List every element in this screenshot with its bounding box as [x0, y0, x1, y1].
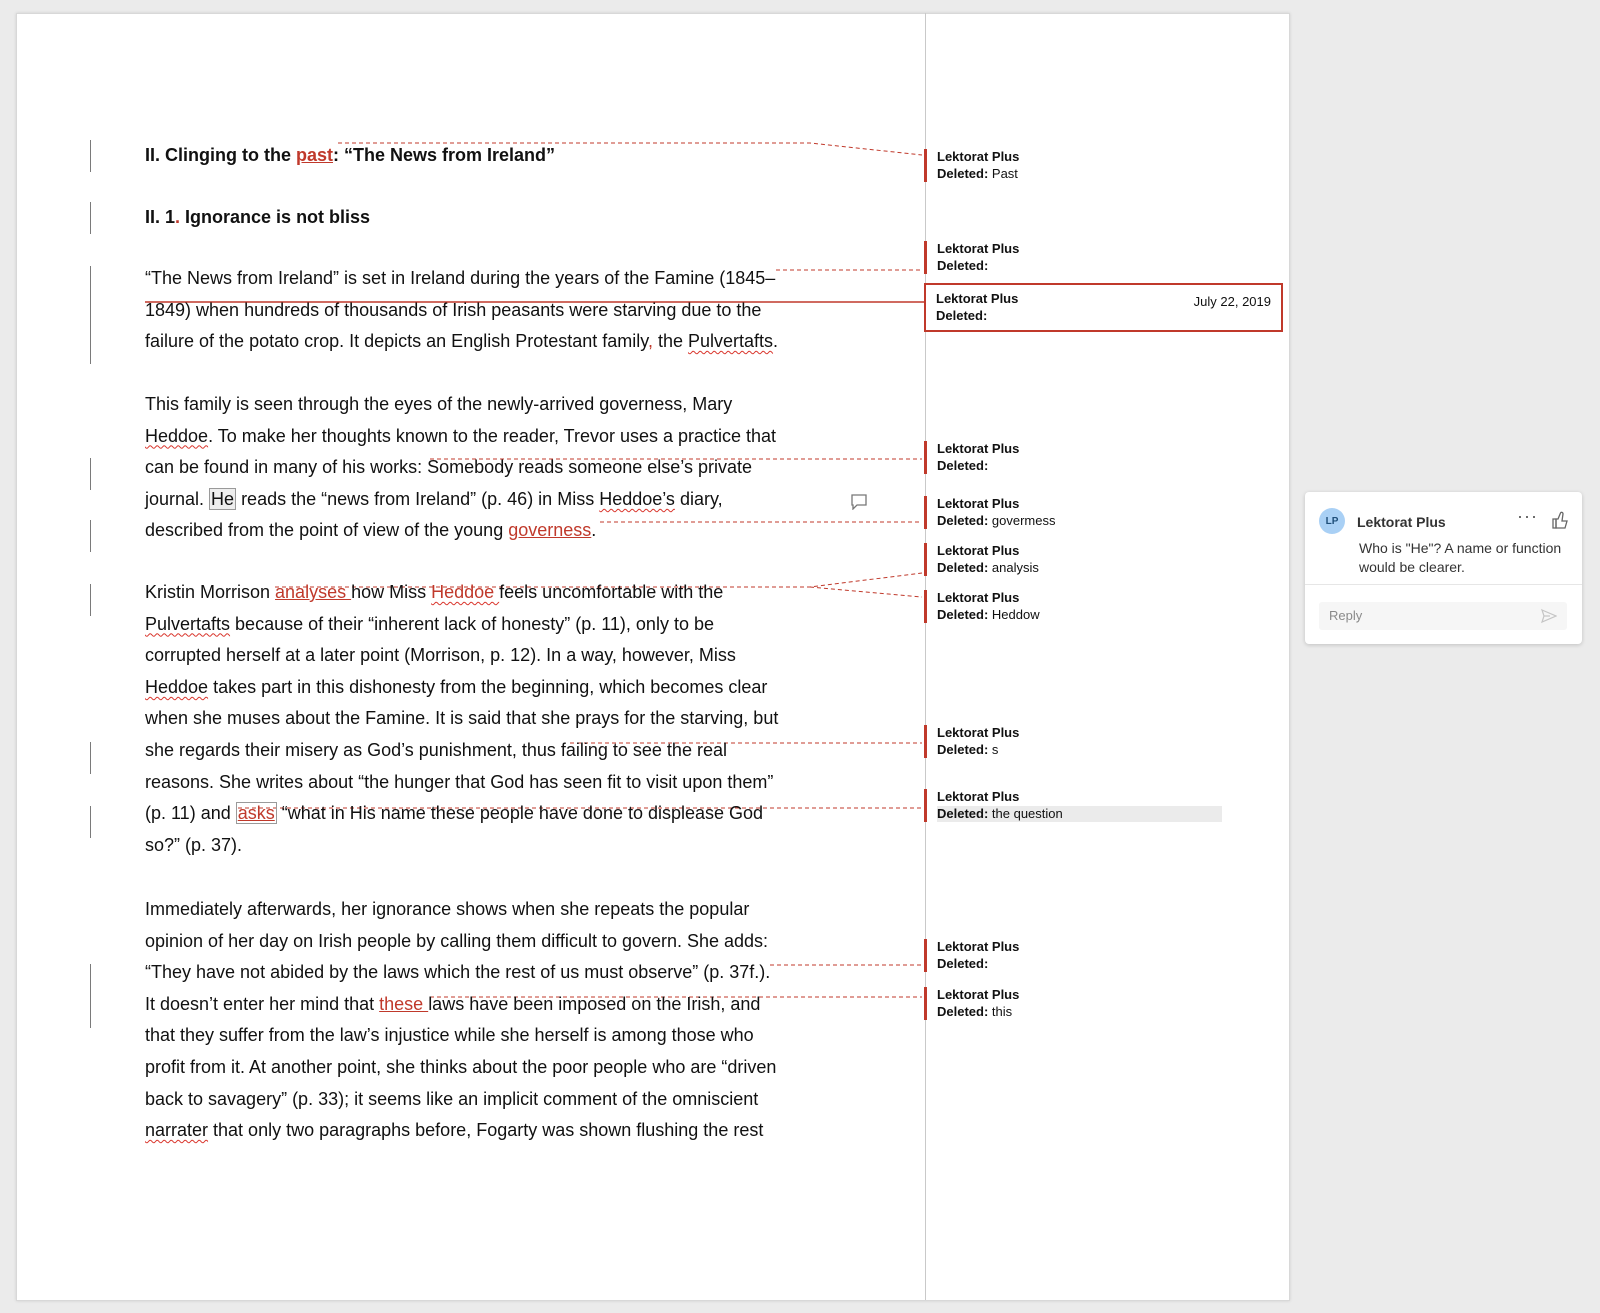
paragraph-2: This family is seen through the eyes of the newly-arrived governess, Mary Heddoe. To make her thoughts known to the reader, Trevor uses a practice that can be found in many of his works: Somebody reads someone else’s private journal. He reads the “news from Ireland” (p. 46) in Miss Heddoe’s diary, described from the point of view of the young governess. — [145, 394, 777, 541]
deletion-balloon[interactable]: Lektorat Plus Deleted: analysis — [924, 543, 1292, 576]
paragraph-1: “The News from Ireland” is set in Ireland during the years of the Famine (1845– 1849) when hundreds of thousands of Irish peasants were starving due to the failure of the potato crop. It depicts an English Protestant family, the Pulvertafts. — [145, 268, 779, 352]
spelling-flag[interactable]: Heddoe’s — [599, 488, 675, 509]
paragraph-3: Kristin Morrison analyses how Miss Heddoe feels uncomfortable with the Pulvertafts because of their “inherent lack of honesty” (p. 11), only to be corrupted herself at a later point (Morrison, p. 12). In a way, however, Miss Heddoe takes part in this dishonesty from the beginning, which becomes clear when she muses about the Famine. It is said that she prays for the starving, but she regards their misery as God’s punishment, thus failing to see the real reasons. She writes about “the hunger that God has seen fit to visit upon them” (p. 11) and asks “what in His name these people have done to displease God so?” (p. 37). — [145, 582, 779, 855]
change-bar — [90, 266, 91, 364]
avatar: LP — [1319, 508, 1345, 534]
send-icon[interactable] — [1541, 608, 1557, 624]
change-bar — [90, 202, 91, 234]
inserted-text[interactable]: analyses — [275, 582, 352, 602]
deletion-balloon[interactable]: Lektorat Plus Deleted: s — [924, 725, 1292, 758]
change-bar — [90, 458, 91, 490]
deletion-balloon[interactable]: Lektorat Plus Deleted: — [924, 241, 1292, 274]
comment-card[interactable] — [1305, 492, 1582, 644]
markup-area-divider — [925, 13, 926, 1300]
deletion-balloon[interactable]: Lektorat Plus Deleted: this — [924, 987, 1292, 1020]
change-bar — [90, 584, 91, 616]
change-bar — [90, 964, 91, 1028]
spelling-flag[interactable]: Pulvertafts — [145, 613, 231, 634]
change-bar — [90, 806, 91, 838]
comment-text: Who is "He"? A name or function would be clearer. — [1359, 540, 1562, 575]
deletion-balloon[interactable]: Lektorat Plus Deleted: — [924, 441, 1292, 474]
inserted-text[interactable]: governess — [508, 520, 592, 541]
balloon-date: July 22, 2019 — [1193, 294, 1271, 309]
like-icon[interactable] — [1551, 510, 1569, 530]
paragraph-4: Immediately afterwards, her ignorance shows when she repeats the popular opinion of her day on Irish people by calling them difficult to govern. She adds: “They have not abided by the laws which the rest of us must observe” (p. 37f.). It doesn’t enter her mind that these laws have been imposed on the Irish, and that they suffer from the law’s injustice while she herself is among those who profit from it. At another point, she thinks about the poor people who are “driven back to savagery” (p. 33); it seems like an implicit comment of the omniscient narrater that only two paragraphs before, Fogarty was shown flushing the rest — [145, 899, 777, 1141]
reply-input[interactable]: Reply — [1319, 602, 1567, 630]
heading-section-2: II. Clinging to the past: “The News from Ireland” — [145, 145, 556, 165]
deletion-balloon[interactable]: Lektorat Plus Deleted: — [924, 939, 1292, 972]
deletion-balloon-selected[interactable]: Lektorat Plus Deleted: July 22, 2019 — [924, 283, 1283, 332]
deletion-balloon[interactable]: Lektorat Plus Deleted: the question — [924, 789, 1292, 822]
inserted-text[interactable]: asks — [237, 803, 275, 824]
spelling-flag[interactable]: Pulvertafts — [687, 331, 774, 352]
change-bar — [90, 140, 91, 172]
inserted-text[interactable]: these — [379, 993, 429, 1014]
change-bar — [90, 742, 91, 774]
more-options-icon[interactable]: ··· — [1517, 506, 1538, 526]
deletion-balloon[interactable]: Lektorat Plus Deleted: Heddow — [924, 590, 1292, 623]
commented-text[interactable]: He — [211, 488, 235, 509]
spelling-flag[interactable]: narrater — [145, 1120, 209, 1141]
spelling-flag[interactable]: Heddoe — [145, 425, 209, 446]
inserted-text[interactable]: Heddoe — [431, 582, 500, 602]
spelling-flag[interactable]: Heddoe — [145, 676, 209, 697]
inserted-text[interactable]: , — [647, 331, 653, 352]
comment-author: Lektorat Plus — [1357, 514, 1446, 530]
divider — [1305, 584, 1582, 585]
deletion-balloon[interactable]: Lektorat Plus Deleted: govermess — [924, 496, 1292, 529]
change-bar — [90, 520, 91, 552]
heading-section-2-1: II. 1. Ignorance is not bliss — [145, 207, 371, 227]
inserted-text[interactable]: past — [295, 145, 333, 165]
deletion-balloon[interactable]: Lektorat Plus Deleted: Past — [924, 149, 1292, 182]
inserted-text[interactable]: . — [175, 207, 181, 227]
comment-marker-icon[interactable] — [850, 494, 868, 510]
